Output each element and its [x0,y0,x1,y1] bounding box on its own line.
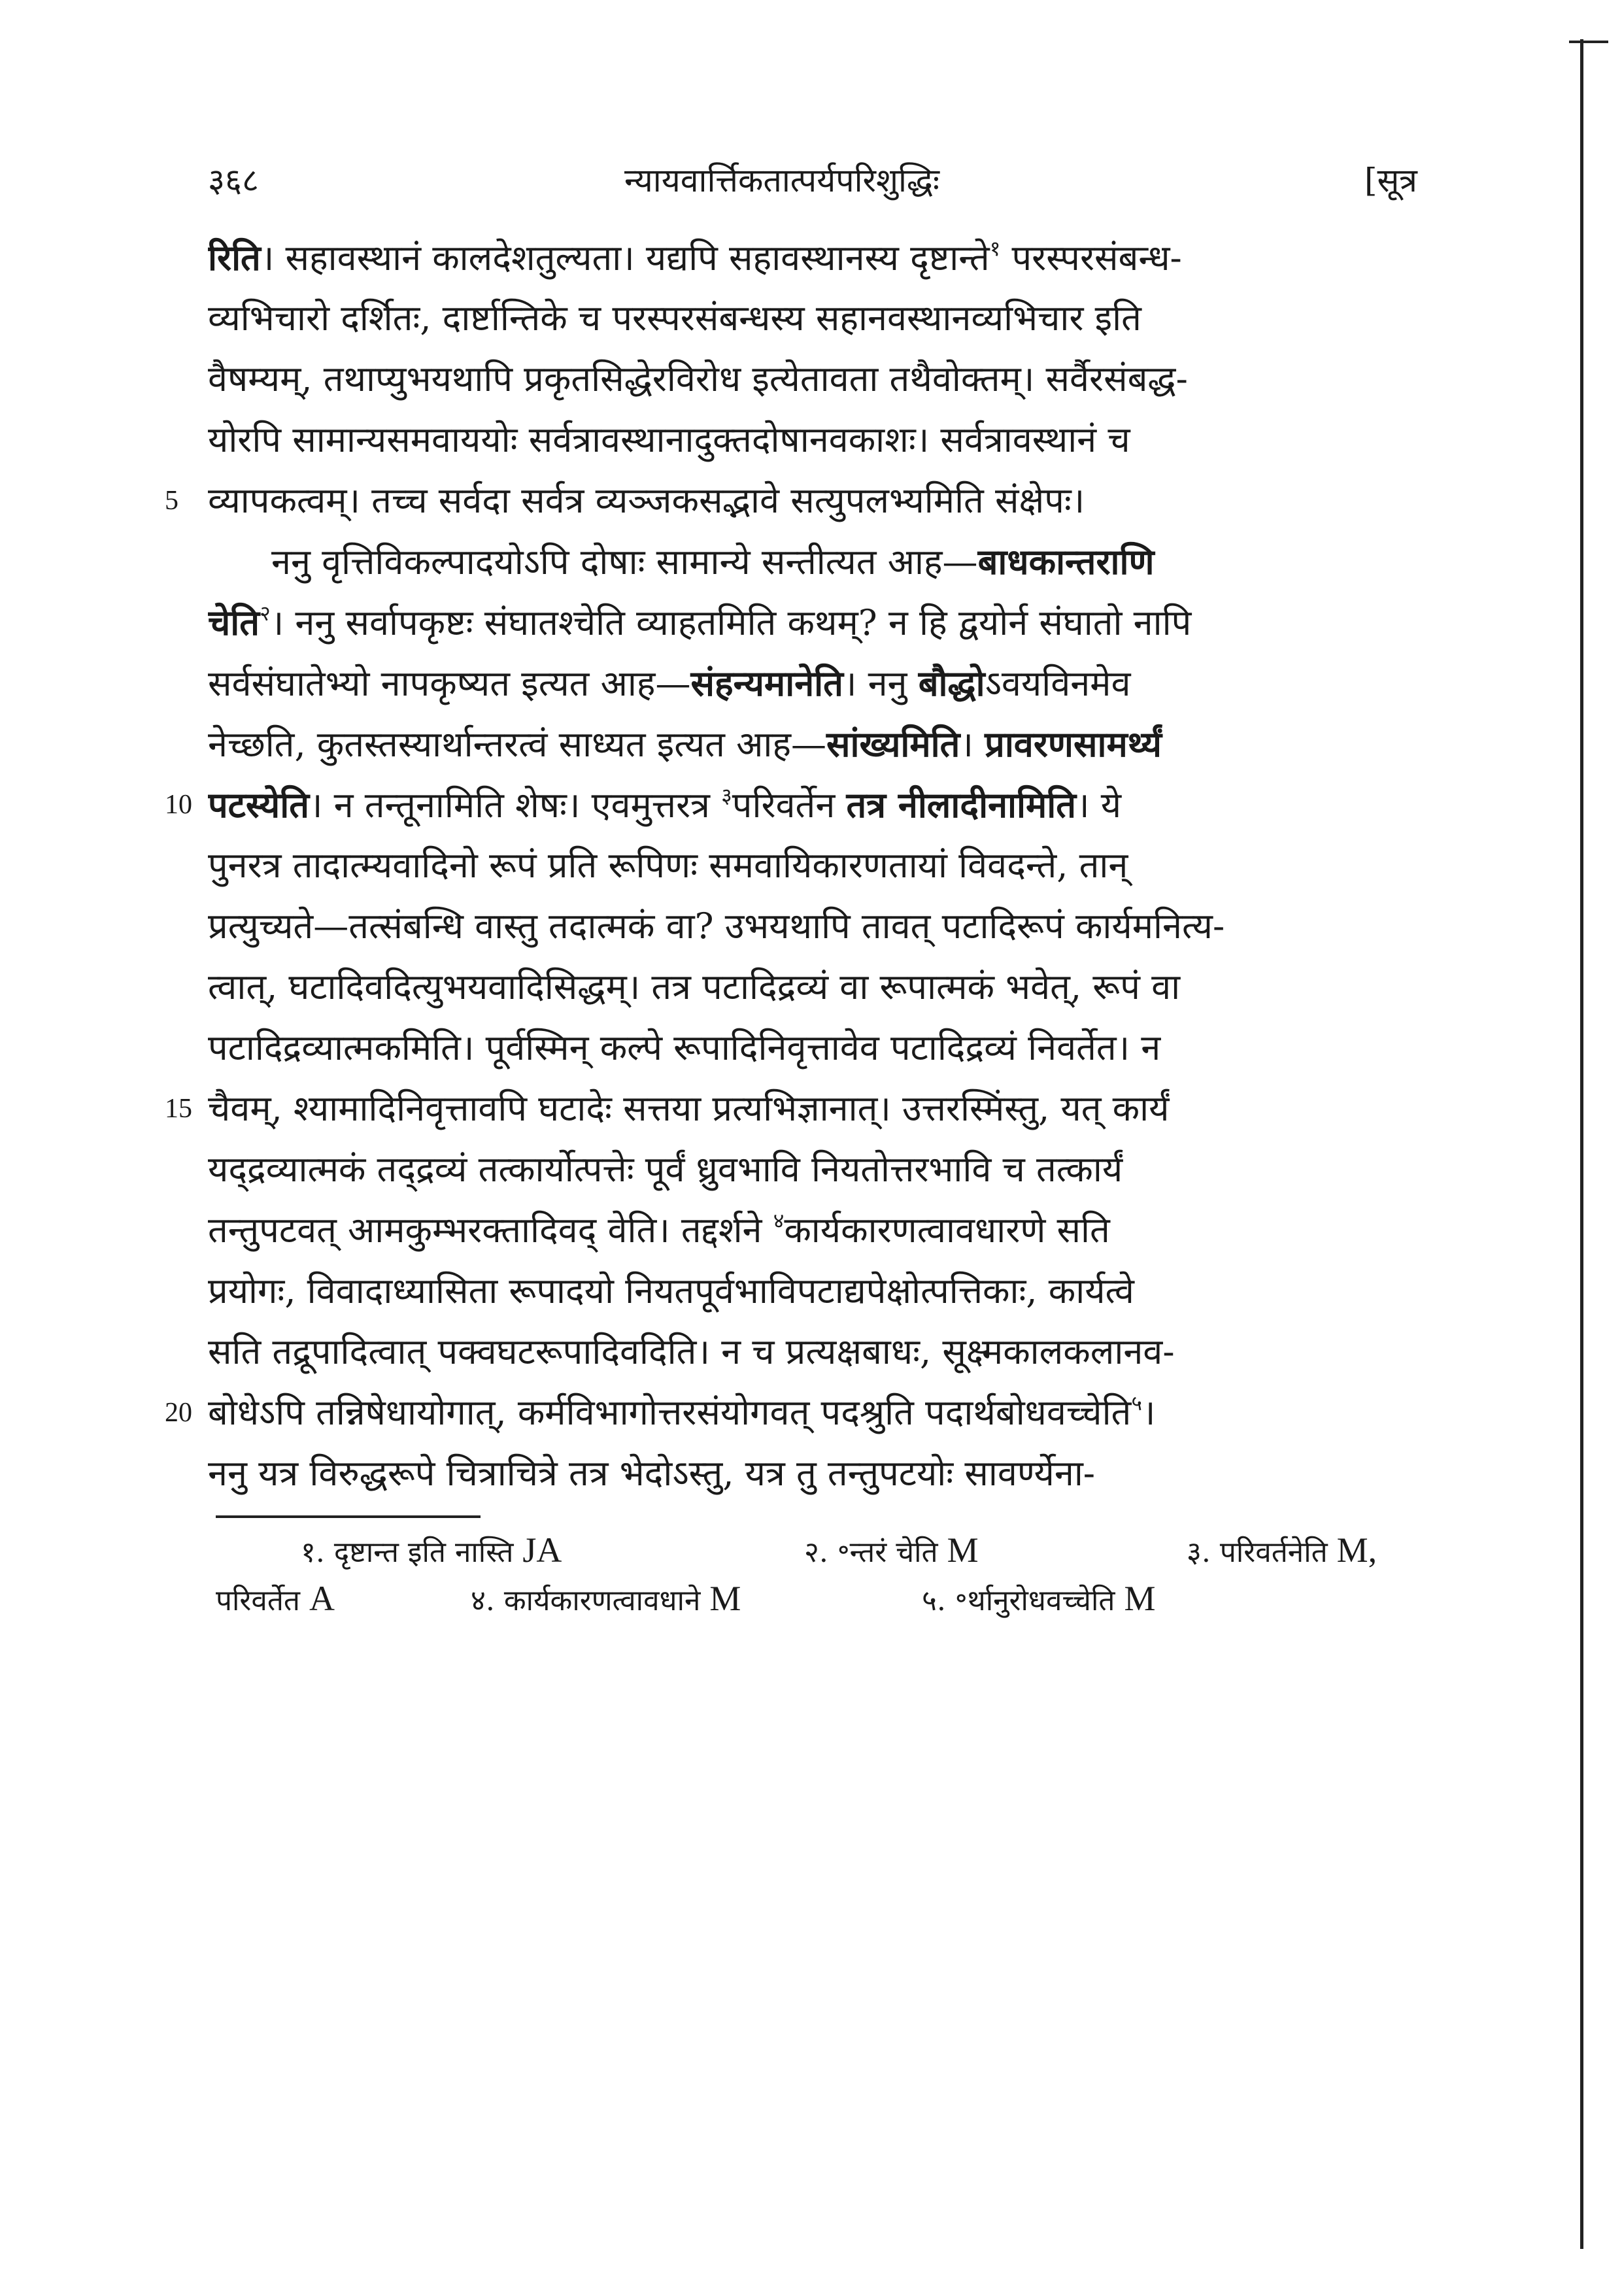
line-number: 10 [165,790,192,820]
text-run: व्यापकत्वम्। तच्च सर्वदा सर्वत्र व्यञ्जकसद्भावे सत्युपलभ्यमिति संक्षेपः। [208,480,1085,521]
text-run: चैवम्, श्यामादिनिवृत्तावपि घटादेः सत्तया प्रत्यभिज्ञानात्। उत्तरस्मिंस्तु, यत् कार्यं [208,1088,1170,1129]
running-title: न्यायवार्त्तिकतात्पर्यपरिशुद्धिः [624,161,939,199]
text-run: ननु वृत्तिविकल्पादयोऽपि दोषाः सामान्ये सन्तीत्यत आह— [271,541,978,582]
footnote-siglum: A [309,1579,335,1618]
footnote-text: २. ॰न्तरं चेति [804,1536,947,1569]
text-line [208,896,1450,956]
lemma-bold: रिति [208,237,261,279]
text-run: प्रयोगः, विवादाध्यासिता रूपादयो नियतपूर्वभाविपटाद्यपेक्षोत्पत्तिकाः, कार्यत्वे [208,1270,1134,1311]
text-run: नेच्छति, कुतस्तस्यार्थान्तरत्वं साध्यत इत्यत आह— [208,724,826,765]
text-run: तन्तुपटवत् आमकुम्भरक्तादिवद् वेति। तद्दर्शने [208,1209,773,1251]
text-line [208,1018,1450,1078]
text-run: । [960,724,985,765]
text-line [208,1261,1450,1321]
text-run: प्रत्युच्यते—तत्संबन्धि वास्तु तदात्मकं वा? उभयथापि तावत् पटादिरूपं कार्यमनित्य- [208,905,1225,947]
footnote-siglum: M [947,1530,979,1570]
text-line [208,1383,1450,1443]
text-run: पटादिद्रव्यात्मकमिति। पूर्वस्मिन् कल्पे रूपादिनिवृत्तावेव पटादिद्रव्यं निवर्तेत। न [208,1027,1161,1068]
text-run: वैषम्यम्, तथाप्युभयथापि प्रकृतसिद्धेरविरोध इत्येतावता तथैवोक्तम्। सर्वैरसंबद्ध- [208,358,1188,399]
text-line [208,410,1450,470]
text-run: । ननु [843,663,919,704]
text-line [208,653,1450,714]
lemma-bold: बाधकान्तराणि [977,541,1155,582]
text-run: । [1141,1392,1156,1433]
text-line [208,1443,1450,1504]
text-run: सति तद्रूपादित्वात् पक्वघटरूपादिवदिति। न च प्रत्यक्षबाधः, सूक्ष्मकालकलानव- [208,1331,1175,1372]
text-line [208,592,1450,653]
text-run: ननु यत्र विरुद्धरूपे चित्राचित्रे तत्र भेदोऽस्तु, यत्र तु तन्तुपटयोः सावर्ण्येना- [208,1453,1096,1494]
line-number: 20 [165,1398,192,1428]
footnote-text: ५. ॰र्थानुरोधवच्चेति [922,1584,1124,1617]
text-line [208,957,1450,1017]
lemma-bold: पटस्येति [208,784,309,826]
text-run: सर्वसंघातेभ्यो नापकृष्यत इत्यत आह— [208,663,691,704]
footnote-5 [922,1576,1155,1624]
text-line [208,714,1450,775]
text-line [208,288,1450,348]
text-run: पुनरत्र तादात्म्यवादिनो रूपं प्रति रूपिणः समवायिकारणतायां विवदन्ते, तान् [208,845,1128,886]
text-run: । सहावस्थानं कालदेशतुल्यता। यद्यपि सहावस्थानस्य दृष्टान्ते [260,237,990,279]
page-number: ३६८ [208,161,259,199]
text-run: बोधेऽपि तन्निषेधायोगात्, कर्मविभागोत्तरसंयोगवत् पदश्रुति पदार्थबोधवच्चेति [208,1392,1132,1433]
footnote-1 [301,1527,562,1576]
text-run: यद्द्रव्यात्मकं तद्द्रव्यं तत्कार्योत्पत्तेः पूर्वं ध्रुवभावि नियतोत्तरभावि च तत्कार्यं [208,1149,1123,1190]
text-line [208,228,1450,288]
footnote-siglum: M [709,1579,741,1618]
lemma-bold: संहन्यमानेति [690,662,843,704]
text-run: परिवर्तेन [732,785,847,826]
footnote-siglum: M [1124,1579,1156,1618]
line-number: 15 [165,1094,192,1124]
footnote-4 [471,1576,741,1624]
footnote-2 [804,1527,979,1576]
text-line [208,471,1450,531]
scan-margin-rule [1580,39,1583,2249]
footnote-text: परिवर्तेत [216,1584,309,1617]
footnote-text: ३. परिवर्तनेति [1187,1536,1337,1569]
footnote-siglum: M, [1336,1530,1377,1570]
text-line [208,1140,1450,1200]
text-run: । न तन्तूनामिति शेषः। एवमुत्तरत्र [309,785,722,826]
footnote-ref: १ [989,236,1001,261]
footnote-text: १. दृष्टान्त इति नास्ति [301,1536,523,1569]
text-run: । ननु सर्वापकृष्टः संघातश्चेति व्याहतमिति कथम्? न हि द्वयोर्न संघातो नापि [270,602,1192,643]
text-line [208,1322,1450,1382]
text-run: । ये [1076,785,1122,826]
line-number: 5 [165,486,178,516]
footnote-text: ४. कार्यकारणत्वावधाने [471,1584,710,1617]
text-line [208,836,1450,896]
text-line [271,532,1450,592]
text-run: योरपि सामान्यसमवाययोः सर्वत्रावस्थानादुक्तदोषानवकाशः। सर्वत्रावस्थानं च [208,419,1130,460]
section-marker: [सूत्र [1364,161,1417,199]
text-line [208,1079,1450,1139]
text-run: त्वात्, घटादिवदित्युभयवादिसिद्धम्। तत्र पटादिद्रव्यं वा रूपात्मकं भवेत्, रूपं वा [208,966,1181,1007]
scan-margin-tick [1569,41,1608,43]
text-line [208,1200,1450,1260]
lemma-bold: बौद्धो [918,662,985,704]
footnote-ref: २ [260,601,271,626]
text-run: कार्यकारणत्वावधारणे सति [784,1209,1110,1251]
footnote-ref: ४ [773,1208,785,1233]
text-line [208,349,1450,409]
footnote-siglum: JA [522,1530,562,1570]
text-line [208,775,1450,836]
lemma-bold: तत्र नीलादीनामिति [846,784,1077,826]
footnote-3-cont [216,1576,335,1624]
footnote-rule [216,1515,481,1518]
text-run: परस्परसंबन्ध- [1000,237,1182,279]
footnote-ref: ३ [721,783,732,808]
text-run: व्यभिचारो दर्शितः, दार्ष्टान्तिके च परस्परसंबन्धस्य सहानवस्थानव्यभिचार इति [208,297,1141,339]
footnote-3 [1187,1527,1377,1576]
lemma-bold: चेति [208,601,260,643]
lemma-bold: प्रावरणसामर्थ्यं [985,723,1162,765]
footnote-ref: ५ [1131,1391,1142,1415]
lemma-bold: सांख्यमिति [826,723,960,765]
text-run: ऽवयविनमेव [985,663,1131,704]
